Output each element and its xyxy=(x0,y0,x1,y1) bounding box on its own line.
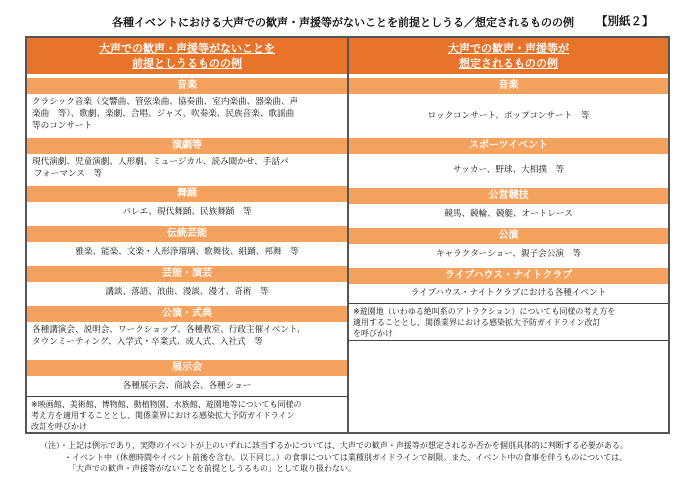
note-line: 考え方を適用することとし、関係業界における感染拡大予防ガイドライン xyxy=(31,411,295,420)
right-performance-body xyxy=(349,248,668,260)
left-header-line: 前提としうるものの例 xyxy=(132,57,242,70)
left-music-body xyxy=(27,96,347,132)
right-sports-body xyxy=(349,164,668,176)
left-dance-body xyxy=(27,206,347,218)
text-line: 雅楽、能楽、文楽・人形浄瑠璃、歌舞伎、組踊、邦舞 等 xyxy=(75,247,299,257)
right-header xyxy=(349,38,668,74)
text-line: 各種展示会、商談会、各種ショー xyxy=(122,381,252,391)
left-entertainment-body xyxy=(27,286,347,298)
text-line: クラシック音楽（交響曲、管弦楽曲、協奏曲、室内楽曲、器楽曲、声 xyxy=(32,97,299,107)
text-line: サッカー、野球、大相撲 等 xyxy=(452,165,565,175)
left-section-theater: 演劇等 xyxy=(27,138,347,154)
left-theater-body xyxy=(27,156,347,180)
right-header-line: 想定されるものの例 xyxy=(459,57,558,70)
note-line: ※遊園地（いわゆる絶叫系のアトラクション）についても同様の考え方を xyxy=(353,307,616,316)
left-section-music: 音楽 xyxy=(27,78,347,94)
note-line: 改訂を呼びかけ xyxy=(31,422,87,431)
left-section-traditional: 伝統芸能 xyxy=(27,226,347,242)
left-section-dance: 舞踊 xyxy=(27,186,347,202)
note-line: を呼びかけ xyxy=(353,329,393,338)
right-section-performance: 公演 xyxy=(349,228,668,244)
attachment-tag: 【別紙２】 xyxy=(596,14,654,28)
left-header-line: 大声での歓声・声援等がないことを xyxy=(99,42,275,55)
text-line: 各種講演会、説明会、ワークショップ、各種教室、行政主催イベント、 xyxy=(32,325,306,335)
text-line: 講談、落語、浪曲、漫談、漫才、奇術 等 xyxy=(105,287,269,297)
title-row xyxy=(0,14,700,32)
text-line: 現代演劇、児童演劇、人形劇、ミュージカル、読み聞かせ、手話パ xyxy=(32,157,289,167)
text-line: キャラクターショー、親子会公演 等 xyxy=(435,249,582,259)
right-note xyxy=(349,304,668,341)
footnote-line: ・イベント中（休憩時間やイベント前後を含む。以下同じ。）の食事については業種別ガイドラインで制限。また、イベント中の食事を伴うものについては、 xyxy=(40,452,628,462)
left-section-exhibition: 展示会 xyxy=(27,360,347,376)
left-note xyxy=(27,397,347,434)
right-music-body xyxy=(349,110,668,122)
text-line: タウンミーティング、入学式・卒業式、成人式、入社式 等 xyxy=(32,337,263,347)
page-title: 各種イベントにおける大声での歓声・声援等がないことを前提としうる／想定されるものの例 xyxy=(112,16,574,29)
right-public-racing-body xyxy=(349,208,668,220)
note-line: 適用することとし、関係業界における感染拡大予防ガイドライン改訂 xyxy=(353,318,601,327)
left-header xyxy=(27,38,347,74)
examples-table xyxy=(25,36,670,434)
right-section-public-racing: 公営競技 xyxy=(349,188,668,204)
right-header-line: 大声での歓声・声援等が xyxy=(448,42,569,55)
left-section-entertainment: 芸能・演芸 xyxy=(27,266,347,282)
right-section-livehouse: ライブハウス・ナイトクラブ xyxy=(349,268,668,284)
text-line: バレエ、現代舞踊、民族舞踊 等 xyxy=(122,207,252,217)
left-section-ceremony: 公演・式典 xyxy=(27,306,347,322)
left-ceremony-body xyxy=(27,324,347,348)
left-traditional-body xyxy=(27,246,347,258)
text-line: 楽曲 等）、歌劇、楽劇、合唱、ジャズ、吹奏楽、民族音楽、歌謡曲 xyxy=(32,109,295,119)
footnote-line: 「大声での歓声・声援等がないことを前提としうるもの」として取り扱わない。 xyxy=(40,464,356,473)
text-line: ライブハウス・ナイトクラブにおける各種イベント xyxy=(410,288,607,298)
left-exhibition-body xyxy=(27,380,347,392)
note-line: ※映画館、美術館、博物館、動植物園、水族館、遊園地等についても同様の xyxy=(31,400,302,409)
right-section-sports: スポーツイベント xyxy=(349,138,668,154)
left-column xyxy=(27,38,349,432)
footnotes xyxy=(40,440,680,475)
right-column xyxy=(349,38,668,432)
text-line: 等のコンサート xyxy=(32,121,93,131)
text-line: ロックコンサート、ポップコンサート 等 xyxy=(427,111,590,121)
text-line: 競馬、競輪、競艇、オートレース xyxy=(444,209,573,219)
footnote-line: （注）・上記は例示であり、実際のイベントが上のいずれに該当するかについては、大声での歓声・声援等が想定されるか否かを個別具体的に判断する必要がある。 xyxy=(40,441,628,450)
right-note-bottom-divider xyxy=(349,340,668,341)
right-livehouse-body xyxy=(349,287,668,299)
right-section-music: 音楽 xyxy=(349,78,668,94)
text-line: フォーマンス 等 xyxy=(34,169,103,179)
